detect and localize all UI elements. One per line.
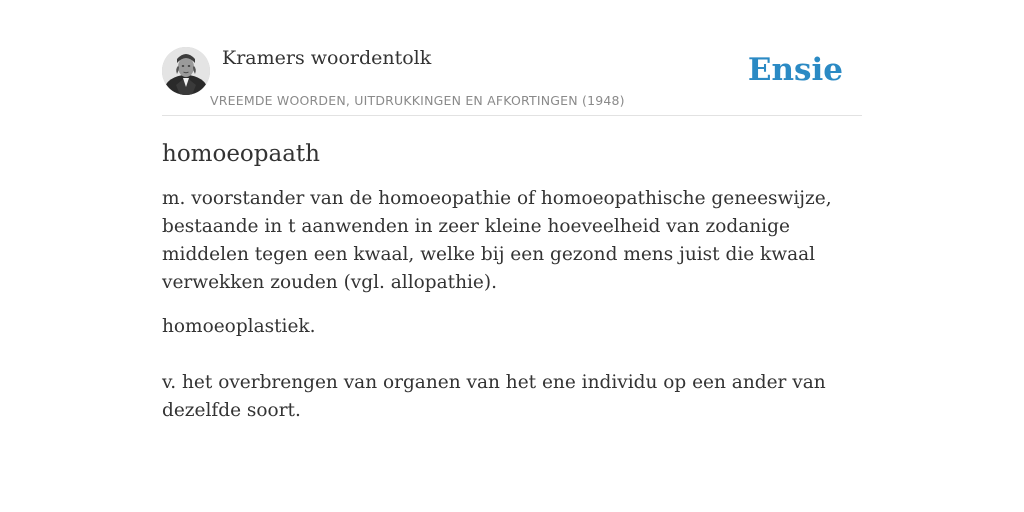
sub-entry-definition: v. het overbrengen van organen van het ene individu op een ander van dezelfde soort. <box>162 372 826 421</box>
ensie-logo-link[interactable]: Ensie <box>747 52 843 88</box>
entry-term: homoeopaath <box>162 141 320 167</box>
portrait-avatar-icon[interactable] <box>162 47 210 95</box>
source-header <box>162 46 862 116</box>
sub-entry-term: homoeoplastiek. <box>162 316 316 337</box>
entry-container <box>162 46 862 425</box>
source-title[interactable]: Kramers woordentolk <box>222 47 432 69</box>
entry-definition: m. voorstander van de homoeopathie of homoeopathische geneeswijze, bestaande in t aanwenden in zeer kleine hoeveelheid van zodanige middelen tegen een kwaal, welke bij een gezond mens juist die kwaal verwekken zouden (vgl. allopathie). <box>162 188 832 293</box>
source-subtitle: VREEMDE WOORDEN, UITDRUKKINGEN EN AFKORTINGEN (1948) <box>210 93 625 108</box>
